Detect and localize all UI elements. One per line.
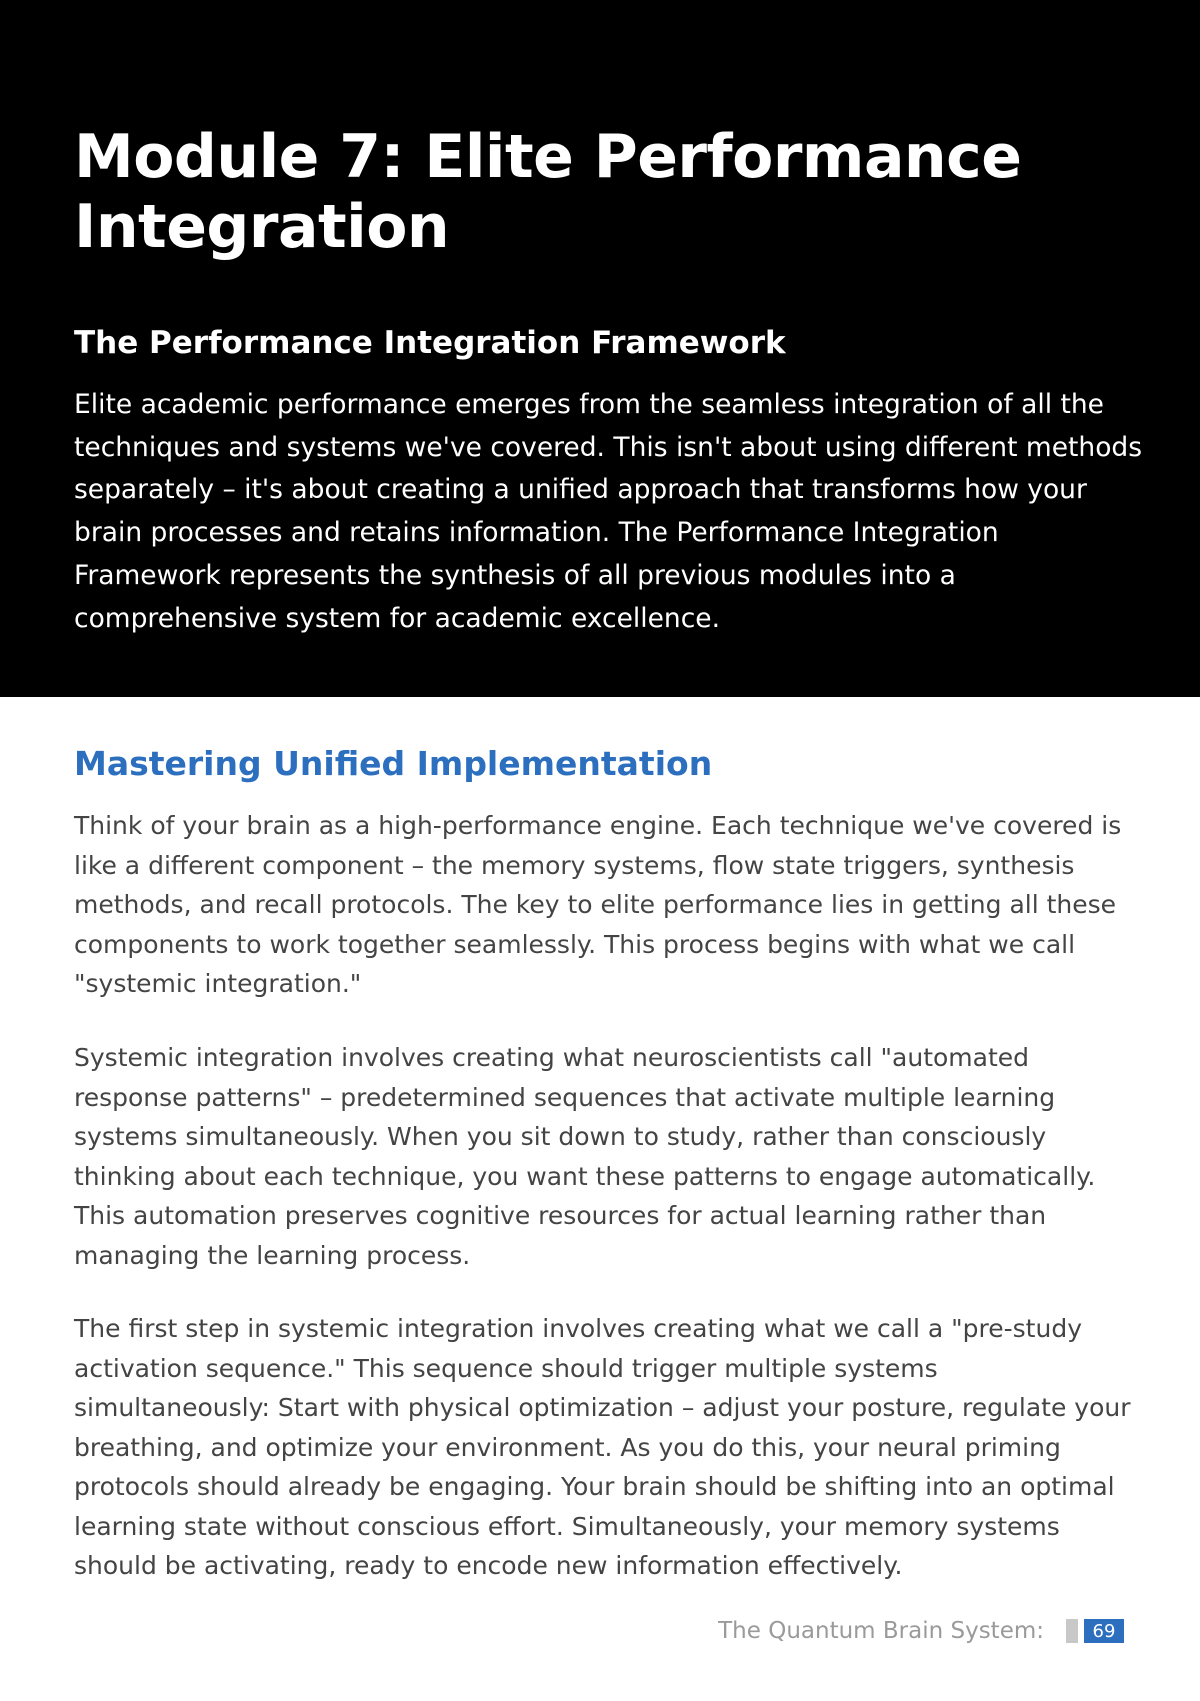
- framework-subtitle: The Performance Integration Framework: [74, 325, 786, 361]
- body-paragraph-1: Think of your brain as a high-performance engine. Each technique we've covered is like a different component – the memory systems, flow state triggers, synthesis methods, and recall protocols. The key to elite performance lies in getting all these components to work together seamlessly. This process begins with what we call "systemic integration.": [74, 811, 1122, 998]
- module-title: Module 7: Elite Performance Integration: [74, 122, 1022, 262]
- page-footer: [718, 1614, 1124, 1648]
- intro-paragraph: Elite academic performance emerges from the seamless integration of all the techniques and systems we've covered. This isn't about using different methods separately – it's about creating a unified approach that transforms how your brain processes and retains information. The Performance Integration Framework represents the synthesis of all previous modules into a comprehensive system for academic excellence.: [74, 389, 1143, 634]
- body-paragraph-2: Systemic integration involves creating what neuroscientists call "automated response patterns" – predetermined sequences that activate multiple learning systems simultaneously. When you sit down to study, rather than consciously thinking about each technique, you want these patterns to engage automatically. This automation preserves cognitive resources for actual learning rather than managing the learning process.: [74, 1043, 1096, 1270]
- body-paragraph-3: The first step in systemic integration involves creating what we call a "pre-study activation sequence." This sequence should trigger multiple systems simultaneously: Start with physical optimization – adjust your posture, regulate your breathing, and optimize your environment. As you do this, your neural priming protocols should already be engaging. Your brain should be shifting into an optimal learning state without conscious effort. Simultaneously, your memory systems should be activating, ready to encode new information effectively.: [74, 1314, 1131, 1580]
- page-number: 69: [1084, 1619, 1124, 1643]
- book-title: The Quantum Brain System:: [718, 1618, 1044, 1644]
- module-header: [0, 0, 1200, 697]
- section-heading: Mastering Unified Implementation: [74, 744, 713, 783]
- footer-marker: [1066, 1619, 1078, 1643]
